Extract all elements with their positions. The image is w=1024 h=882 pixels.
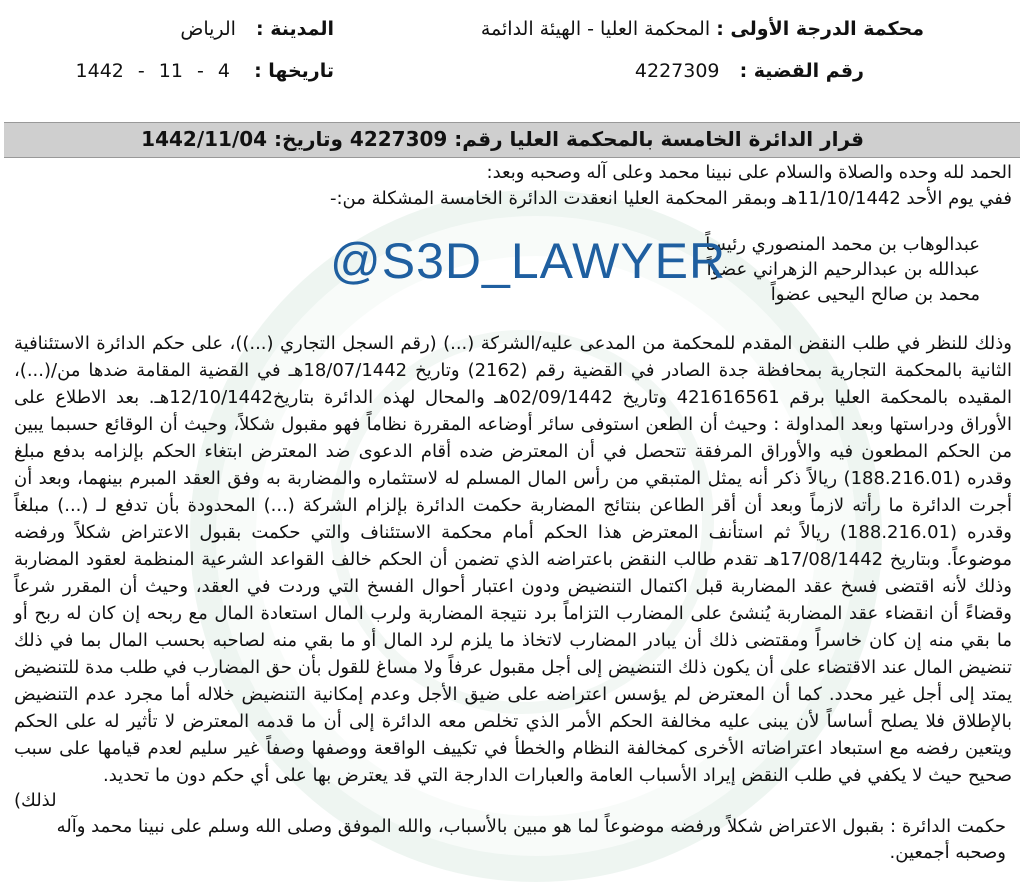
- date-label: تاريخها :: [254, 60, 334, 82]
- intro-line-1: الحمد لله وحده والصلاة والسلام على نبينا محمد وعلى آله وصحبه وبعد:: [486, 162, 1012, 183]
- ruling-text: حكمت الدائرة : بقبول الاعتراض شكلاً ورفضه موضوعاً لما هو مبين بالأسباب، والله الموفق وصلى الله وسلم على نبينا محمد وآله وصحبه أجمعين.: [56, 816, 1006, 863]
- city-value: الرياض: [180, 18, 236, 40]
- watermark-handle: @S3D_LAWYER: [330, 233, 727, 289]
- case-label: رقم القضية :: [739, 60, 864, 82]
- case-field: [635, 60, 864, 82]
- judge-item: عبدالله بن عبدالرحيم الزهراني عضواً: [706, 259, 980, 280]
- decision-body: وذلك للنظر في طلب النقض المقدم للمحكمة من المدعى عليه/الشركة (...) (رقم السجل التجاري (...))، على حكم الدائرة الاستئنافية الثانية بالمحكمة التجارية بمحافظة جدة الصادر في القضية رقم (2162) وتاريخ 18/07/1442هـ في القضية المقامة ضدها من/(...)، المقيده بالمحكمة العليا برقم 421616561 وتاريخ 02/09/1442هـ والمحال لهذه الدائرة بتاريخ12/10/1442هـ. بعد الاطلاع على الأوراق ودراستها وبعد المداولة : وحيث أن الطعن استوفى سائر أوضاعه المقررة نظاماً فهو مقبول شكلاً، وحيث أن الوقائع حسبما يبين من الحكم المطعون فيه والأوراق المرفقة تتحصل في أن المعترض ضده أقام الدعوى ضد المعترض ابتغاء الحكم بإلزامه بدفع مبلغ وقدره (188.216.01) ريالاً ذكر أنه يمثل المتبقي من رأس المال المسلم له لاستثماره والمضاربة به وفق العقد المبرم بينهما، وبعد أن أجرت الدائرة ما رأته لازماً وبعد أن أقر الطاعن بنتائج المضاربة حكمت الدائرة بإلزام الشركة (...) المحدودة بأن تدفع لـ (...) مبلغاً وقدره (188.216.01) ريالاً ثم استأنف المعترض هذا الحكم أمام محكمة الاستئناف والتي حكمت بقبول الاعتراض شكلاً ورفضه موضوعاً. وبتاريخ 17/08/1442هـ تقدم طالب النقض باعتراضه الذي تضمن أن الحكم خالف القواعد الشرعية المنظمة لعقود المضاربة وذلك لأنه اقتضى فسخ عقد المضاربة قبل اكتمال التنضيض ودون اعتبار أحوال الفسخ التي وردت في العقد، وحيث أن المقرر شرعاً وقضاءً أن انقضاء عقد المضاربة يُنشئ على المضارب التزاماً برد نتيجة المضاربة ولرب المال استعادة المال مع ربحه إن كان له ربح أو ما بقي منه إن كان خاسراً ومقتضى ذلك أن يبادر المضارب لاتخاذ ما يلزم لرد المال أو ما بقي منه لصاحبه بحسب المال بما في ذلك تنضيض المال عند الاقتضاء على أن يكون ذلك التنضيض إلى أجل مقبول عرفاً ولا مساغ للقول بأن حق المضارب في طلب مدة للتنضيض يمتد إلى أجل غير محدد. كما أن المعترض لم يؤسس اعتراضه على ضيق الأجل وعدم إمكانية التنضيض خلاله أما مجرد عدم التنضيض بالإطلاق فلا يصلح أساساً لأن يبنى عليه مخالفة الحكم الأمر الذي تخلص معه الدائرة إلى أن ما قدمه المعترض لا تأثير له على الحكم ويتعين رفضه مع استبعاد اعتراضاته الأخرى كمخالفة النظام والخطأ في تكييف الواقعة ووصفها وصفاً غير سليم لعدم قيامها على سبب صحيح حيث لا يكفي في طلب النقض إيراد الأسباب العامة والعبارات الدارجة التي قد يعترض بها على أي حكم دون ما تحديد.: [14, 333, 1013, 786]
- date-value: 1442 - 11 - 4: [75, 60, 231, 82]
- court-value: المحكمة العليا - الهيئة الدائمة: [480, 18, 711, 40]
- case-value: 4227309: [634, 60, 720, 82]
- city-label: المدينة :: [256, 18, 334, 40]
- judge-item: عبدالوهاب بن محمد المنصوري رئيساً: [705, 234, 980, 255]
- closing-section: [14, 788, 1006, 866]
- judges-list: [705, 232, 980, 307]
- decision-title: قرار الدائرة الخامسة بالمحكمة العليا رقم: 4227309 وتاريخ: 1442/11/04: [141, 127, 864, 151]
- court-label: محكمة الدرجة الأولى :: [716, 18, 924, 40]
- court-field: [481, 18, 924, 40]
- intro-line-2: ففي يوم الأحد 11/10/1442هـ وبمقر المحكمة العليا انعقدت الدائرة الخامسة المشكلة من:-: [329, 188, 1012, 209]
- judge-item: محمد بن صالح اليحيى عضواً: [770, 284, 980, 305]
- city-field: [180, 18, 334, 40]
- therefore-label: (لذلك: [14, 790, 57, 811]
- date-field: [76, 60, 334, 82]
